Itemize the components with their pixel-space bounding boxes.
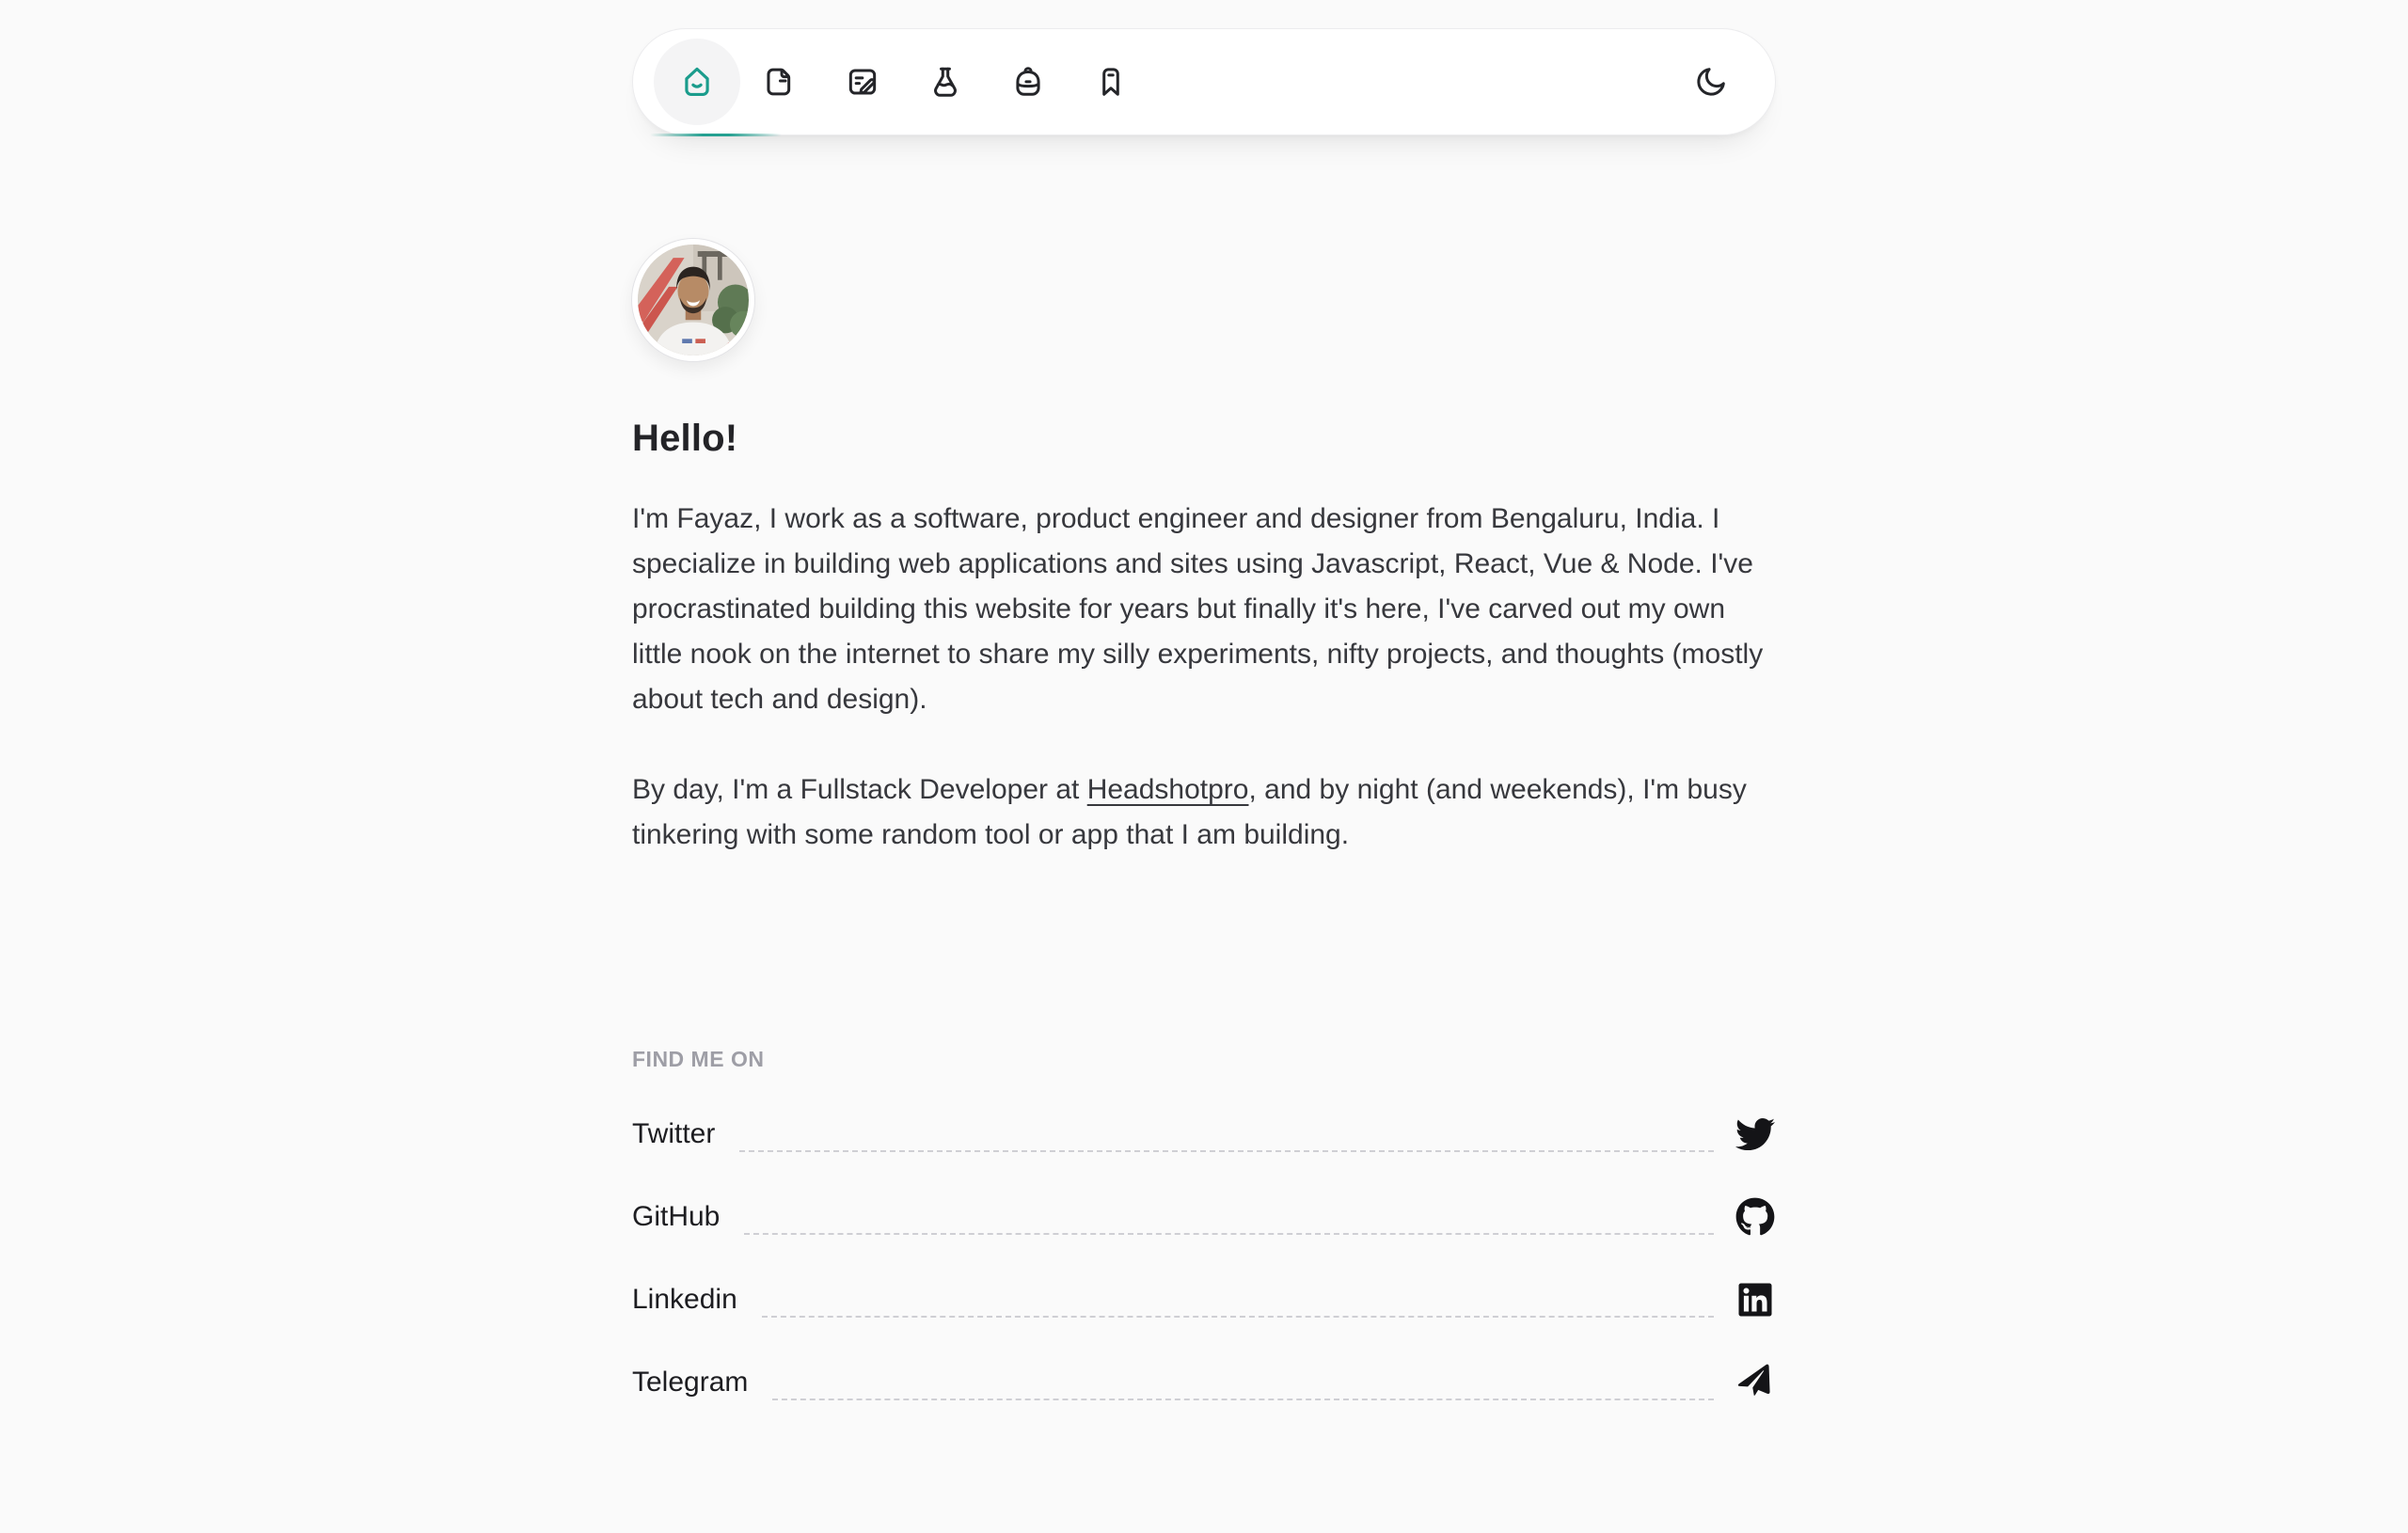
backpack-icon (1010, 64, 1046, 100)
page-container (632, 28, 1776, 1424)
dashed-leader-line (772, 1399, 1714, 1400)
headshotpro-link[interactable]: Headshotpro (1086, 774, 1249, 805)
bio-2-before-link: By day, I'm a Fullstack Developer at (632, 774, 1087, 805)
telegram-icon (1735, 1362, 1776, 1403)
nav-tab-backpack[interactable] (1009, 63, 1047, 101)
social-label: Twitter (632, 1118, 716, 1149)
nav-tab-bookmarks[interactable] (1092, 63, 1130, 101)
github-icon (1735, 1196, 1776, 1238)
note-pencil-icon (845, 64, 880, 100)
social-link-telegram[interactable] (632, 1341, 1776, 1424)
top-navbar (632, 28, 1776, 135)
avatar-photo (638, 245, 749, 356)
avatar (632, 239, 754, 361)
twitter-icon (1735, 1114, 1776, 1155)
dashed-leader-line (744, 1233, 1714, 1235)
bookmark-icon (1093, 64, 1129, 100)
social-links-list (632, 1093, 1776, 1424)
social-link-twitter[interactable] (632, 1093, 1776, 1176)
dashed-leader-line (762, 1316, 1714, 1318)
main-content (632, 239, 1776, 1424)
dashed-leader-line (739, 1150, 1714, 1152)
social-label: Linkedin (632, 1284, 737, 1315)
theme-toggle-button[interactable] (1692, 63, 1730, 101)
home-icon (679, 64, 715, 100)
find-me-on-section (632, 1046, 1776, 1424)
nav-tab-experiments[interactable] (927, 63, 964, 101)
nav-tab-home[interactable] (678, 63, 716, 101)
social-link-linkedin[interactable] (632, 1258, 1776, 1341)
bio-paragraph-1: I'm Fayaz, I work as a software, product engineer and designer from Bengaluru, India. I specialize in building web applications and sites using Javascript, React, Vue & Node. I've procrastinated building this website for years but finally it's here, I've carved out my own little nook on the internet to share my silly experiments, nifty projects, and thoughts (mostly about tech and design). (632, 503, 1764, 715)
nav-icon-group (678, 63, 1130, 101)
find-me-on-heading: FIND ME ON (632, 1047, 765, 1071)
social-link-github[interactable] (632, 1176, 1776, 1258)
nav-tab-projects[interactable] (761, 63, 799, 101)
linkedin-icon (1735, 1279, 1776, 1320)
folder-icon (762, 64, 798, 100)
social-label: GitHub (632, 1201, 721, 1232)
bio-paragraph-2 (632, 767, 1776, 858)
social-label: Telegram (632, 1367, 749, 1398)
nav-tab-writing[interactable] (844, 63, 881, 101)
flask-icon (927, 64, 963, 100)
bio-2-after-link: , and by night (and weekends), I'm busy tinkering with some random tool or app that I am building. (632, 774, 1747, 850)
active-tab-indicator (650, 134, 782, 136)
page-title: Hello! (632, 418, 738, 459)
moon-icon (1693, 64, 1729, 100)
